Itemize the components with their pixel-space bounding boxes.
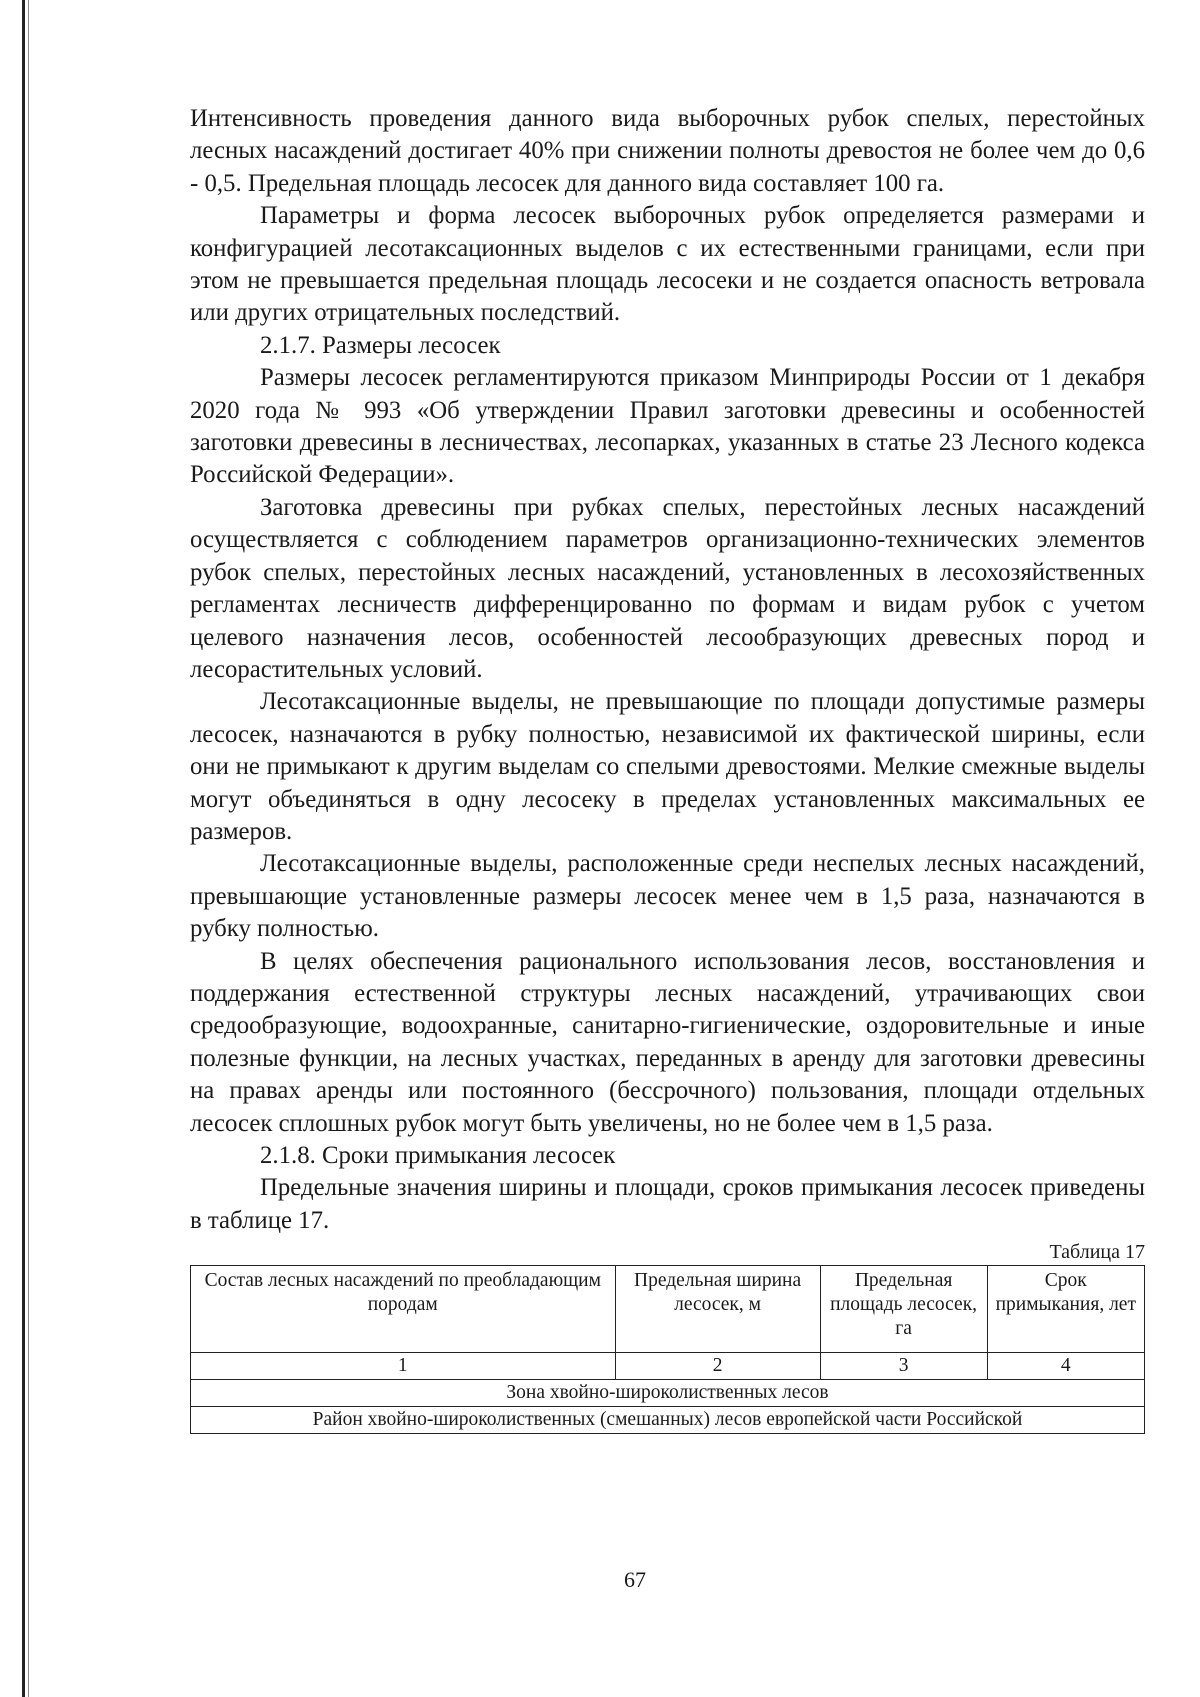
paragraph-allotments: Лесотаксационные выделы, не превышающие по площади допустимые размеры лесосек, назначаются в рубку полностью, независимой их фактической ширины, если они не примыкают к другим выделам со спелыми древостоями. Мелкие смежные выделы могут объединяться в одну лесосеку в пределах установленных максимальных ее размеров.: [190, 688, 1145, 845]
scan-edge-line-secondary: [28, 0, 29, 1697]
table-header-cell: Срок примыкания, лет: [987, 1266, 1144, 1353]
table-header-cell: Состав лесных насаждений по преобладающим породам: [191, 1266, 616, 1353]
table-number-row: [191, 1353, 1145, 1380]
document-page: [190, 103, 1145, 1434]
section-heading-2-1-8: 2.1.8. Сроки примыкания лесосек: [260, 1142, 616, 1169]
paragraph-regulation: Размеры лесосек регламентируются приказом Минприроды России от 1 декабря 2020 года № 993 «Об утверждении Правил заготовки древесины и особенностей заготовки древесины в лесничествах, лесопарках, указанных в статье 23 Лесного кодекса Российской Федерации».: [190, 364, 1145, 489]
scan-edge-line: [22, 0, 25, 1697]
table-caption: Таблица 17: [1049, 1241, 1145, 1264]
table-header-cell: Предельная ширина лесосек, м: [615, 1266, 820, 1353]
limits-table: [190, 1265, 1145, 1434]
section-heading-2-1-7: 2.1.7. Размеры лесосек: [260, 331, 501, 359]
table-region-cell: Район хвойно-широколиственных (смешанных) лесов европейской части Российской: [191, 1407, 1145, 1434]
paragraph-rational-use: В целях обеспечения рационального использования лесов, восстановления и поддержания естественной структуры лесных насаждений, утрачивающих свои средообразующие, водоохранные, санитарно-гигиенические, оздоровительные и иные полезные функции, на лесных участках, переданных в аренду для заготовки древесины на правах аренды или постоянного (бессрочного) пользования, площади отдельных лесосек сплошных рубок могут быть увеличены, но не более чем в 1,5 раза.: [190, 947, 1145, 1137]
table-column-number: 3: [820, 1353, 987, 1380]
page-number: 67: [624, 1567, 646, 1592]
table-zone-row: [191, 1380, 1145, 1407]
paragraph-table-reference: Предельные значения ширины и площади, сроков примыкания лесосек приведены в таблице 17.: [190, 1174, 1145, 1234]
table-header-row: [191, 1266, 1145, 1353]
table-column-number: 1: [191, 1353, 616, 1380]
table-header-cell: Предельная площадь лесосек, га: [820, 1266, 987, 1353]
table-column-number: 4: [987, 1353, 1144, 1380]
paragraph-immature-stands: Лесотаксационные выделы, расположенные среди неспелых лесных насаждений, превышающие установленные размеры лесосек менее чем в 1,5 раза, назначаются в рубку полностью.: [190, 850, 1145, 943]
paragraph-harvesting: Заготовка древесины при рубках спелых, перестойных лесных насаждений осуществляется с соблюдением параметров организационно-технических элементов рубок спелых, перестойных лесных насаждений, установленных в лесохозяйственных регламентах лесничеств дифференцированно по формам и видам рубок с учетом целевого назначения лесов, особенностей лесообразующих древесных пород и лесорастительных условий.: [190, 493, 1145, 683]
paragraph-intensity: Интенсивность проведения данного вида выборочных рубок спелых, перестойных лесных насаждений достигает 40% при снижении полноты древостоя не более чем до 0,6 - 0,5. Предельная площадь лесосек для данного вида составляет 100 га.: [190, 105, 1145, 197]
table-zone-cell: Зона хвойно-широколиственных лесов: [191, 1380, 1145, 1407]
table-column-number: 2: [615, 1353, 820, 1380]
table-region-row: [191, 1407, 1145, 1434]
paragraph-parameters: Параметры и форма лесосек выборочных рубок определяется размерами и конфигурацией лесотаксационных выделов с их естественными границами, если при этом не превышается предельная площадь лесосеки и не создается опасность ветровала или других отрицательных последствий.: [190, 202, 1145, 327]
